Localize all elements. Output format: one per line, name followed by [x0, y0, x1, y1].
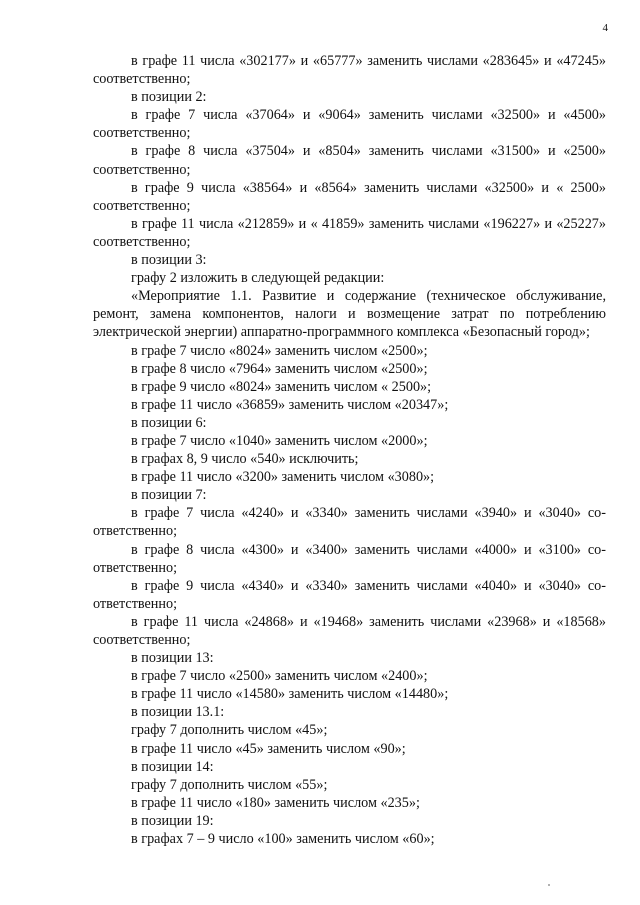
- paragraph: графу 7 дополнить числом «45»;: [131, 722, 328, 739]
- paragraph: в графах 7 – 9 число «100» заменить числом «60»;: [131, 831, 435, 848]
- paragraph: графу 2 изложить в следующей редакции:: [131, 270, 385, 287]
- paragraph: в позиции 14:: [131, 758, 214, 775]
- paragraph: в графе 11 число «3200» заменить числом «3080»;: [131, 469, 435, 486]
- scan-speck: [548, 884, 550, 886]
- paragraph: в графе 11 число «14580» заменить числом «14480»;: [131, 686, 449, 703]
- paragraph: в позиции 6:: [131, 414, 207, 431]
- paragraph: в графе 11 число «180» заменить числом «235»;: [131, 794, 420, 811]
- paragraph: в графе 11 числа «302177» и «65777» заменить числами «283645» и «47245» соответственно;: [93, 53, 606, 88]
- paragraph: в позиции 19:: [131, 812, 214, 829]
- paragraph: в позиции 13:: [131, 650, 214, 667]
- paragraph: графу 7 дополнить числом «55»;: [131, 776, 328, 793]
- paragraph: в графе 7 числа «4240» и «3340» заменить числами «3940» и «3040» со-ответственно;: [93, 505, 606, 540]
- paragraph: в графе 7 число «8024» заменить числом «2500»;: [131, 342, 428, 359]
- page-number: 4: [602, 22, 608, 34]
- paragraph: в графе 9 числа «38564» и «8564» заменить числами «32500» и « 2500» соответственно;: [93, 179, 606, 214]
- paragraph: в графе 11 число «45» заменить числом «90»;: [131, 740, 406, 757]
- paragraph: в графе 9 число «8024» заменить числом « 2500»;: [131, 378, 432, 395]
- paragraph: в графе 7 числа «37064» и «9064» заменить числами «32500» и «4500» соответственно;: [93, 107, 606, 142]
- paragraph: в графе 11 число «36859» заменить числом «20347»;: [131, 396, 449, 413]
- paragraph: в графе 7 число «1040» заменить числом «2000»;: [131, 432, 428, 449]
- paragraph: в позиции 2:: [131, 89, 207, 106]
- document-body: [93, 52, 606, 848]
- paragraph: в графе 7 число «2500» заменить числом «2400»;: [131, 668, 428, 685]
- paragraph: в графе 8 числа «4300» и «3400» заменить числами «4000» и «3100» со-ответственно;: [93, 541, 606, 576]
- paragraph: в позиции 13.1:: [131, 704, 225, 721]
- paragraph: в графах 8, 9 число «540» исключить;: [131, 451, 359, 468]
- paragraph: в позиции 7:: [131, 487, 207, 504]
- paragraph: в графе 11 числа «24868» и «19468» заменить числами «23968» и «18568» соответственно;: [93, 613, 606, 648]
- paragraph: «Мероприятие 1.1. Развитие и содержание (техническое обслуживание, ремонт, замена компонентов, налоги и возмещение затрат по потреблению электрической энергии) аппаратно-программного комплекса «Безопасный город»;: [93, 288, 606, 341]
- paragraph: в графе 8 числа «37504» и «8504» заменить числами «31500» и «2500» соответственно;: [93, 143, 606, 178]
- paragraph: в графе 11 числа «212859» и « 41859» заменить числами «196227» и «25227» соответственно;: [93, 215, 606, 250]
- paragraph: в позиции 3:: [131, 252, 207, 269]
- paragraph: в графе 9 числа «4340» и «3340» заменить числами «4040» и «3040» со-ответственно;: [93, 577, 606, 612]
- paragraph: в графе 8 число «7964» заменить числом «2500»;: [131, 360, 428, 377]
